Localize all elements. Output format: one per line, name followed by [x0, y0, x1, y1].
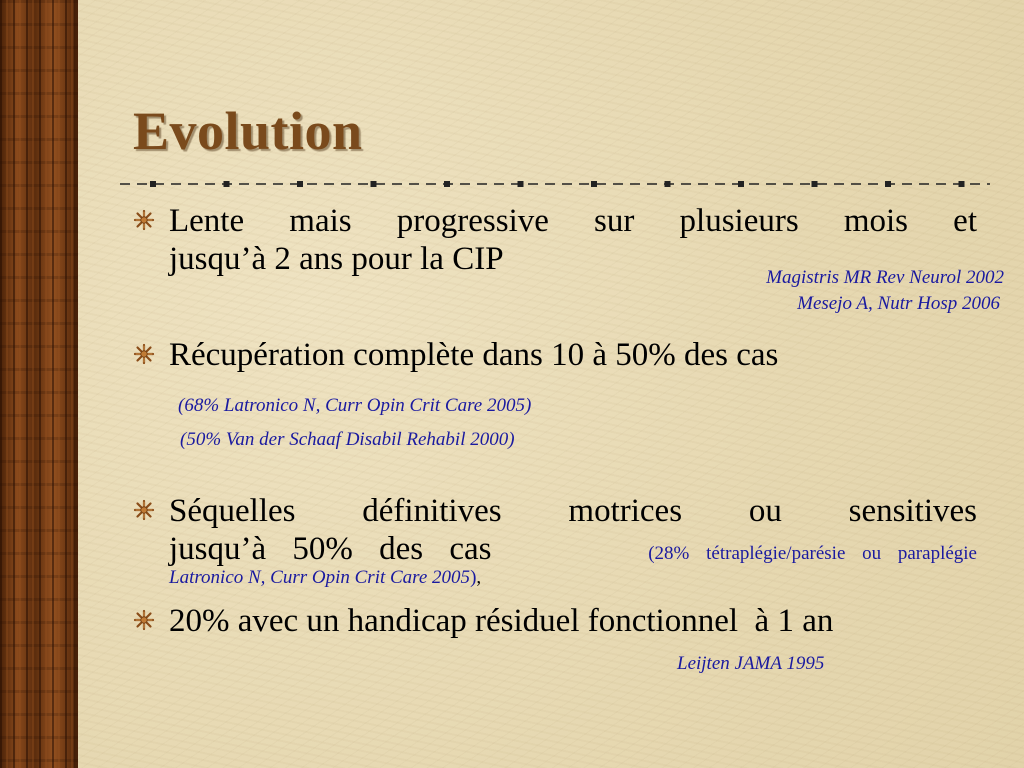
divider-dot [371, 181, 377, 187]
reference-latronico-2005: Latronico N, Curr Opin Crit Care 2005 [169, 567, 471, 588]
bullet-3-comma: , [476, 567, 482, 588]
starburst-bullet-icon [133, 499, 155, 521]
starburst-bullet-icon [133, 609, 155, 631]
reference-latronico-68: (68% Latronico N, Curr Opin Crit Care 2005) [178, 395, 532, 416]
slide-title: Evolution [133, 101, 363, 161]
wood-edge-shadow [74, 0, 78, 768]
bullet-1-line-2: jusqu’à 2 ans pour la CIP [169, 241, 504, 277]
bullet-3-line-3 [169, 566, 481, 590]
divider-dot [297, 181, 303, 187]
reference-leijten: Leijten JAMA 1995 [677, 653, 825, 674]
bullet-3-close-paren: ) [470, 567, 477, 588]
divider-dot [812, 181, 818, 187]
reference-magistris: Magistris MR Rev Neurol 2002 [766, 267, 1004, 288]
bullet-4-line-1: 20% avec un handicap résiduel fonctionnel à 1 an [169, 603, 834, 639]
divider-dot [959, 181, 965, 187]
dashed-divider-line [120, 176, 990, 192]
divider-dot [150, 181, 156, 187]
bullet-3-line-1: Séquelles définitives motrices ou sensitives [169, 493, 977, 529]
bullet-2-line-1: Récupération complète dans 10 à 50% des cas [169, 337, 779, 373]
starburst-bullet-icon [133, 343, 155, 365]
divider-dot [665, 181, 671, 187]
divider-dot [518, 181, 524, 187]
divider-dot [444, 181, 450, 187]
reference-van-der-schaaf-50: (50% Van der Schaaf Disabil Rehabil 2000) [180, 429, 515, 450]
bullet-1-line-1: Lente mais progressive sur plusieurs mois et [169, 203, 977, 239]
divider-dot [885, 181, 891, 187]
bullet-3-line-2-main: jusqu’à 50% des cas [169, 531, 492, 567]
divider-dot [738, 181, 744, 187]
reference-mesejo: Mesejo A, Nutr Hosp 2006 [797, 293, 1000, 314]
divider-dot [591, 181, 597, 187]
starburst-bullet-icon [133, 209, 155, 231]
divider-dot [224, 181, 230, 187]
wood-sidebar-decoration [0, 0, 78, 768]
bullet-3-parenthetical: (28% tétraplégie/parésie ou paraplégie [648, 543, 977, 564]
